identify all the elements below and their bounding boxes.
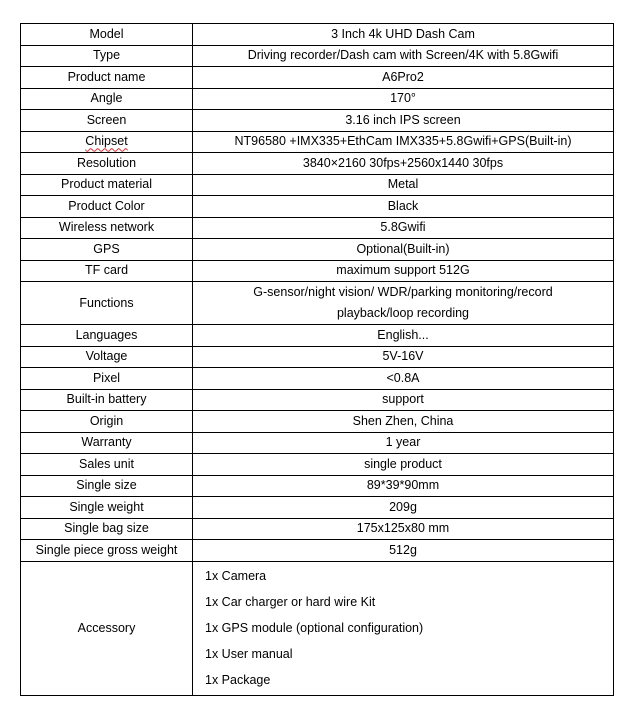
- functions-line: G-sensor/night vision/ WDR/parking monitoring/record: [253, 285, 553, 299]
- row-label: Product material: [21, 174, 193, 196]
- row-label: Wireless network: [21, 217, 193, 239]
- row-label: Single bag size: [21, 518, 193, 540]
- row-label: TF card: [21, 260, 193, 282]
- table-row: [21, 540, 614, 562]
- table-row: [21, 45, 614, 67]
- row-label: Resolution: [21, 153, 193, 175]
- row-value: Metal: [193, 174, 614, 196]
- table-row: [21, 346, 614, 368]
- row-value: 5.8Gwifi: [193, 217, 614, 239]
- row-label: Functions: [21, 282, 193, 325]
- row-label: Built-in battery: [21, 389, 193, 411]
- row-label: Product Color: [21, 196, 193, 218]
- row-label: [21, 131, 193, 153]
- row-value: 3 Inch 4k UHD Dash Cam: [193, 24, 614, 46]
- row-value: 512g: [193, 540, 614, 562]
- row-value: 3.16 inch IPS screen: [193, 110, 614, 132]
- table-row: [21, 24, 614, 46]
- table-row: [21, 196, 614, 218]
- row-value: NT96580 +IMX335+EthCam IMX335+5.8Gwifi+GPS(Built-in): [193, 131, 614, 153]
- row-label: Product name: [21, 67, 193, 89]
- row-value: Black: [193, 196, 614, 218]
- row-label: Type: [21, 45, 193, 67]
- table-row: [21, 282, 614, 325]
- table-row: [21, 88, 614, 110]
- spec-table: [20, 23, 614, 696]
- accessory-item: 1x User manual: [205, 647, 293, 661]
- row-value: Shen Zhen, China: [193, 411, 614, 433]
- table-row: [21, 454, 614, 476]
- table-row: [21, 475, 614, 497]
- row-value: maximum support 512G: [193, 260, 614, 282]
- table-row: [21, 411, 614, 433]
- row-value: Driving recorder/Dash cam with Screen/4K with 5.8Gwifi: [193, 45, 614, 67]
- row-value: 5V-16V: [193, 346, 614, 368]
- row-value: 209g: [193, 497, 614, 519]
- table-row: [21, 153, 614, 175]
- row-value: 175x125x80 mm: [193, 518, 614, 540]
- table-row: [21, 67, 614, 89]
- row-label: Voltage: [21, 346, 193, 368]
- table-row: [21, 432, 614, 454]
- row-value: single product: [193, 454, 614, 476]
- table-row: [21, 131, 614, 153]
- row-value: 3840×2160 30fps+2560x1440 30fps: [193, 153, 614, 175]
- row-value: 89*39*90mm: [193, 475, 614, 497]
- table-row: [21, 260, 614, 282]
- table-row: [21, 368, 614, 390]
- row-label: Accessory: [21, 561, 193, 695]
- table-row: [21, 239, 614, 261]
- table-row: [21, 497, 614, 519]
- table-row: [21, 174, 614, 196]
- table-row: [21, 325, 614, 347]
- accessory-item: 1x Camera: [205, 569, 267, 583]
- table-row: [21, 110, 614, 132]
- row-value: support: [193, 389, 614, 411]
- row-label: Model: [21, 24, 193, 46]
- row-label: Warranty: [21, 432, 193, 454]
- row-value: 170°: [193, 88, 614, 110]
- accessory-item: 1x Car charger or hard wire Kit: [205, 595, 376, 609]
- row-value: English...: [193, 325, 614, 347]
- table-row: [21, 518, 614, 540]
- table-row: [21, 561, 614, 695]
- row-value: Optional(Built-in): [193, 239, 614, 261]
- row-label: Single weight: [21, 497, 193, 519]
- accessory-item: 1x GPS module (optional configuration): [205, 621, 424, 635]
- row-value: <0.8A: [193, 368, 614, 390]
- row-label: Languages: [21, 325, 193, 347]
- row-value: [193, 282, 614, 325]
- row-label: Sales unit: [21, 454, 193, 476]
- table-row: [21, 217, 614, 239]
- row-label: Single piece gross weight: [21, 540, 193, 562]
- row-value: A6Pro2: [193, 67, 614, 89]
- row-label-text: Chipset: [85, 134, 128, 149]
- row-label: Pixel: [21, 368, 193, 390]
- row-label: Angle: [21, 88, 193, 110]
- functions-line: playback/loop recording: [336, 306, 470, 320]
- row-label: Origin: [21, 411, 193, 433]
- table-row: [21, 389, 614, 411]
- row-value: [193, 561, 614, 695]
- row-label: Screen: [21, 110, 193, 132]
- row-label: GPS: [21, 239, 193, 261]
- row-value: 1 year: [193, 432, 614, 454]
- row-label: Single size: [21, 475, 193, 497]
- accessory-item: 1x Package: [205, 673, 271, 687]
